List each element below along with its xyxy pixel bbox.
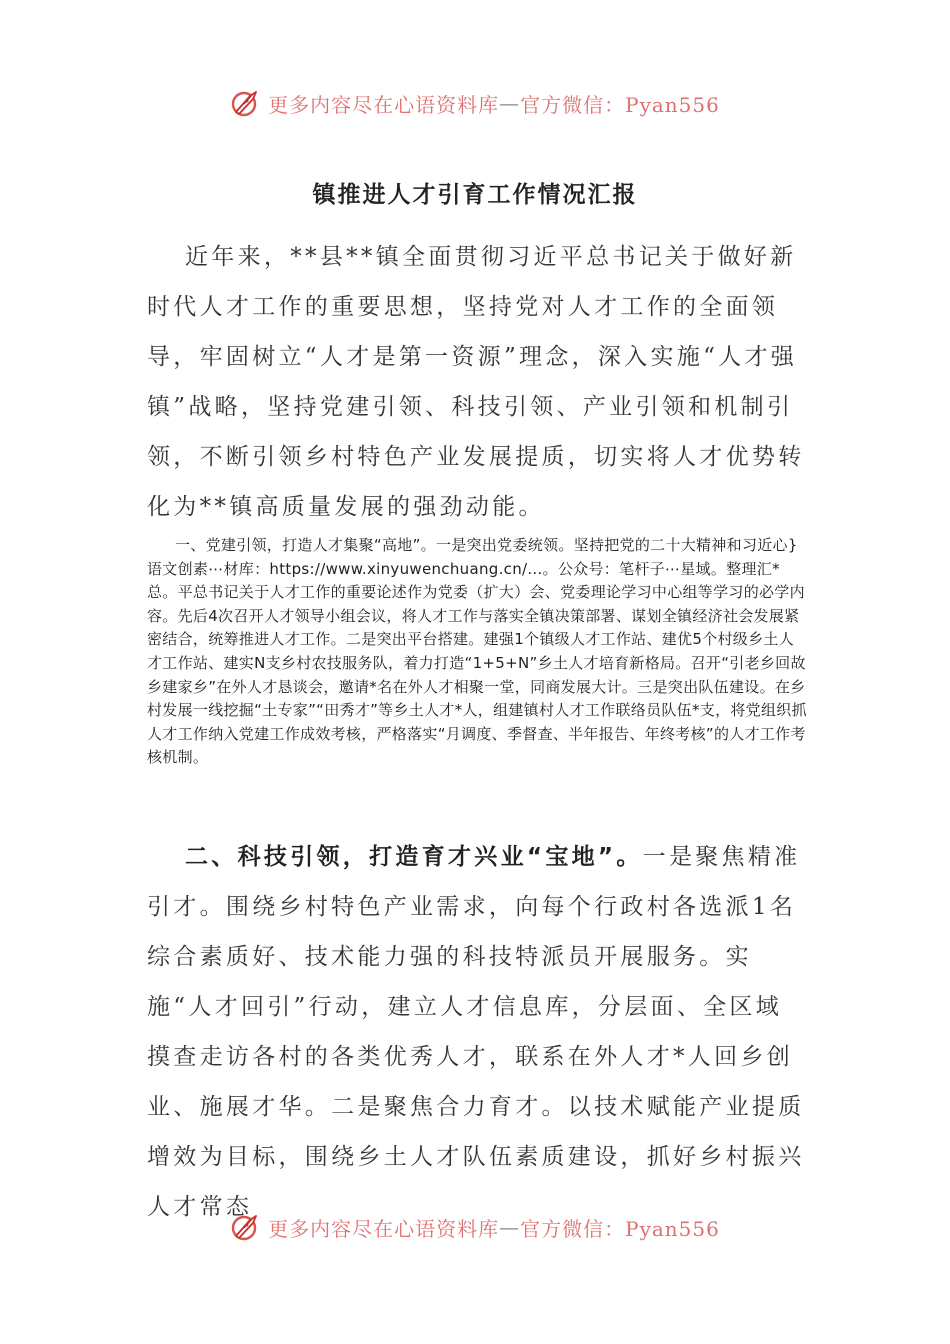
intro-paragraph: 近年来，**县**镇全面贯彻习近平总书记关于做好新时代人才工作的重要思想，坚持党对人才工作的全面领导，牢固树立“人才是第一资源”理念，深入实施“人才强镇”战略，坚持党建引领、科技引领、产业引领和机制引领，不断引领乡村特色产业发展提质，切实将人才优势转化为**镇高质量发展的强劲动能。: [147, 244, 805, 520]
watermark-separator: —: [499, 91, 521, 115]
section-2-paragraph: [147, 832, 807, 1232]
watermark-text: 更多内容尽在心语资料库: [268, 1216, 500, 1241]
watermark-banner-top: [0, 88, 950, 118]
watermark-separator: —: [499, 1215, 521, 1239]
pen-nib-circle-icon: [230, 1212, 260, 1242]
section-2-heading: 二、科技引领，打造育才兴业“宝地”。: [185, 844, 643, 870]
watermark-banner-bottom: [0, 1212, 950, 1242]
watermark-text: 更多内容尽在心语资料库: [268, 92, 500, 117]
section-2-body: 一是聚焦精准引才。围绕乡村特色产业需求，向每个行政村各选派1名综合素质好、技术能力强的科技特派员开展服务。实施“人才回引”行动，建立人才信息库，分层面、全区域摸查走访各村的各类优秀人才，联系在外人才*人回乡创业、施展才华。二是聚焦合力育才。以技术赋能产业提质增效为目标，围绕乡土人才队伍素质建设，抓好乡村振兴人才常态: [147, 844, 805, 1220]
watermark-wechat: 官方微信：Pyan556: [520, 92, 720, 117]
watermark-wechat: 官方微信：Pyan556: [520, 1216, 720, 1241]
section-1-paragraph: 一、党建引领，打造人才集聚“高地”。一是突出党委统领。坚持把党的二十大精神和习近心}语文创素⋯材库：https://www.xinyuwenchuang.cn/...。公众号：笔杆子⋯星域。整理汇*总。平总书记关于人才工作的重要论述作为党委（扩大）会、党委理论学习中心组等学习的必学内容。先后4次召开人才领导小组会议，将人才工作与落实全镇决策部署、谋划全镇经济社会发展紧密结合，统筹推进人才工作。二是突出平台搭建。建强1个镇级人才工作站、建优5个村级乡土人才工作站、建实N支乡村农技服务队，着力打造“1+5+N”乡土人才培育新格局。召开“引老乡回故乡建家乡”在外人才恳谈会，邀请*名在外人才相聚一堂，同商发展大计。三是突出队伍建设。在乡村发展一线挖掘“土专家”“田秀才”等乡土人才*人，组建镇村人才工作联络员队伍*支，将党组织抓人才工作纳入党建工作成效考核，严格落实“月调度、季督查、半年报告、年终考核”的人才工作考核机制。: [147, 536, 807, 767]
document-title: 镇推进人才引育工作情况汇报: [312, 182, 638, 208]
pen-nib-circle-icon: [230, 88, 260, 118]
